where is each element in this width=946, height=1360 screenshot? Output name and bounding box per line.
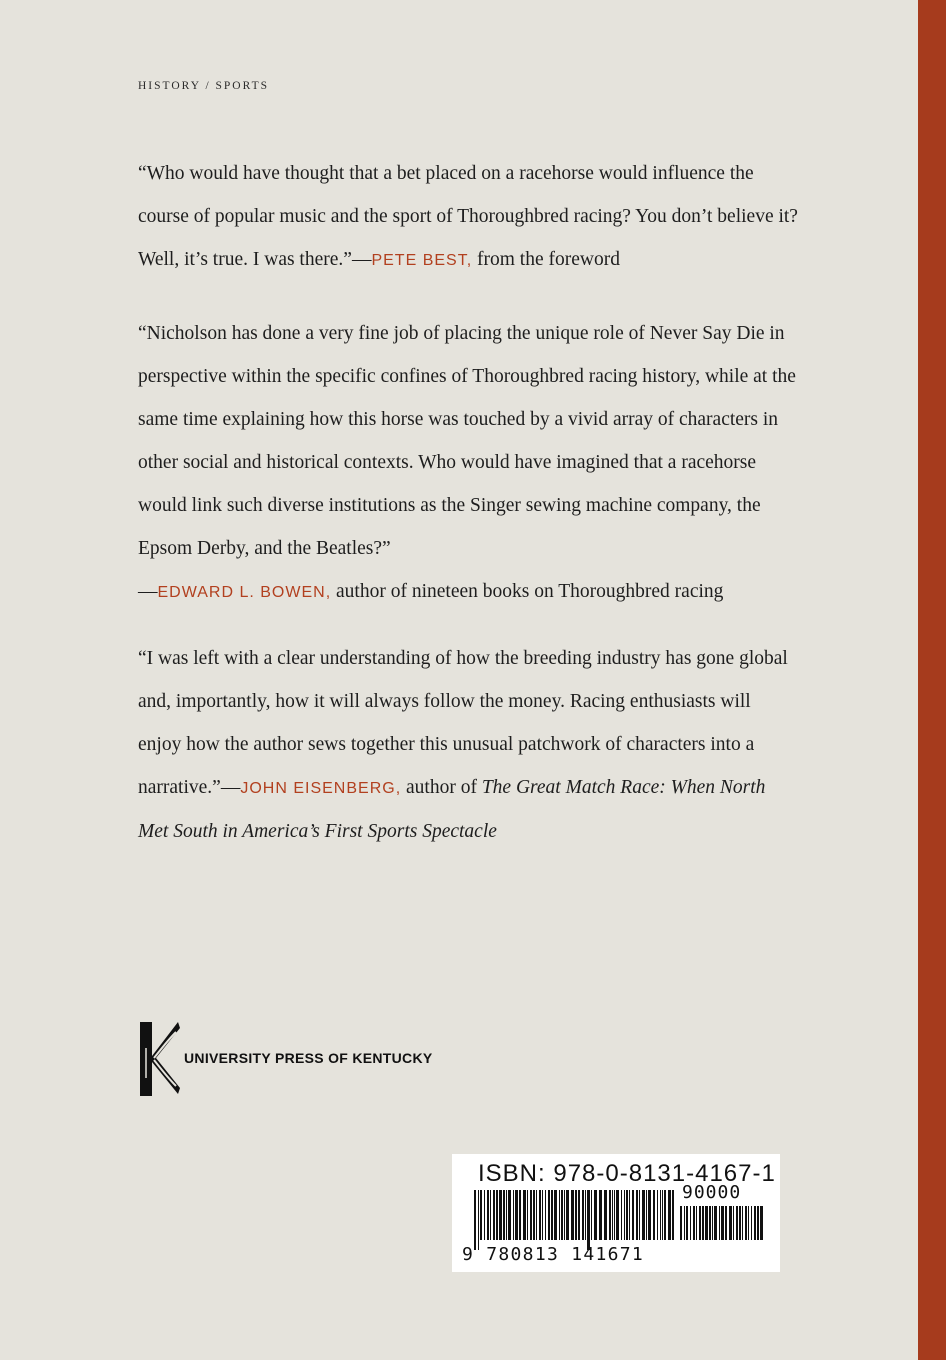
barcode-bar: [594, 1190, 597, 1240]
barcode-bar: [664, 1190, 666, 1240]
barcode-bar: [519, 1190, 521, 1240]
barcode-bar: [646, 1190, 647, 1240]
barcode-bar: [626, 1190, 628, 1240]
barcode-bar: [642, 1190, 645, 1240]
barcode-bar: [591, 1190, 592, 1240]
blurb-credit: from the foreword: [472, 249, 620, 270]
barcode-bar: [530, 1190, 532, 1240]
barcode-bar: [672, 1190, 674, 1240]
barcode-bar: [660, 1190, 661, 1240]
barcode-bar: [709, 1206, 711, 1240]
barcode-bar: [668, 1190, 671, 1240]
barcode-bar: [693, 1206, 695, 1240]
barcode-bar: [493, 1190, 495, 1240]
barcode-bar: [702, 1206, 704, 1240]
blurb-text: “I was left with a clear understanding of how the breeding industry has gone global and, importantly, how it will always follow the money. Racing enthusiasts will enjoy how the author sews together this unusual patchwork of characters into a narrative.”—: [138, 648, 788, 798]
barcode-bar: [539, 1190, 541, 1240]
barcode-bar: [490, 1190, 491, 1240]
blurb-dash: —: [138, 581, 158, 602]
barcode-bar: [690, 1206, 691, 1240]
barcode-bar: [736, 1206, 738, 1240]
barcode-bar: [513, 1190, 514, 1240]
blurb-author: EDWARD L. BOWEN,: [157, 584, 332, 601]
barcode-bar: [636, 1190, 638, 1240]
blurb-text: “Who would have thought that a bet placed on a racehorse would influence the course of popular music and the sport of Thoroughbred racing? You don’t believe it? Well, it’s true. I was there.”—: [138, 163, 798, 270]
barcode-bar: [566, 1190, 569, 1240]
barcode-bar: [480, 1190, 482, 1240]
barcode-bar: [503, 1190, 505, 1240]
barcode-bar: [575, 1190, 577, 1240]
publisher-name: UNIVERSITY PRESS OF KENTUCKY: [184, 1050, 433, 1066]
barcode-bar: [561, 1190, 563, 1240]
barcode-bar: [548, 1190, 550, 1240]
barcode-bar: [559, 1190, 560, 1240]
barcode-bar: [616, 1190, 619, 1240]
addon-barcode-bars: [678, 1206, 768, 1250]
barcode-bar: [739, 1206, 741, 1240]
barcode-bar: [760, 1206, 763, 1240]
barcode-bar: [578, 1190, 580, 1240]
barcode-bar: [705, 1206, 708, 1240]
barcode-bar: [499, 1190, 502, 1240]
barcode-bar: [745, 1206, 747, 1240]
barcode-bar: [742, 1206, 743, 1240]
barcode-bar: [496, 1190, 498, 1240]
barcode-bar: [712, 1206, 713, 1240]
isbn-label: ISBN: 978-0-8131-4167-1: [478, 1160, 776, 1187]
blurb-john-eisenberg: [128, 637, 798, 853]
barcode-bar: [719, 1206, 720, 1240]
barcode-bar: [684, 1206, 685, 1240]
blurb-author: PETE BEST,: [371, 252, 473, 269]
barcode-bar: [582, 1190, 584, 1240]
barcode-bar: [484, 1190, 485, 1240]
barcode-bar: [733, 1206, 734, 1240]
barcode-bar: [604, 1190, 607, 1240]
barcode-bar: [729, 1206, 732, 1240]
barcode-bar: [515, 1190, 518, 1240]
barcode-bar: [624, 1190, 625, 1240]
barcode-bar: [554, 1190, 557, 1240]
blurb-edward-bowen: [128, 312, 798, 614]
barcode-bar: [754, 1206, 756, 1240]
barcode-bar: [725, 1206, 727, 1240]
barcode-bar: [686, 1206, 688, 1240]
barcode-bar: [632, 1190, 634, 1240]
barcode-bar: [487, 1190, 489, 1240]
barcode-bar: [629, 1190, 630, 1240]
barcode-bar: [751, 1206, 752, 1240]
barcode-bar: [474, 1190, 476, 1250]
barcode-bar: [662, 1190, 663, 1240]
barcode-bar: [639, 1190, 640, 1240]
barcode-bar: [621, 1190, 622, 1240]
barcode-bar: [612, 1190, 613, 1240]
barcode-bar: [564, 1190, 565, 1240]
barcode-bar: [571, 1190, 574, 1240]
barcode-bar: [551, 1190, 553, 1240]
barcode-bar: [696, 1206, 697, 1240]
barcode-bar: [542, 1190, 543, 1240]
isbn-barcode: [452, 1154, 780, 1272]
ean-barcode-bars: [472, 1190, 678, 1250]
barcode-bar: [614, 1190, 615, 1240]
barcode-bar: [657, 1190, 658, 1240]
barcode-bar: [533, 1190, 535, 1240]
publisher-block: [138, 1018, 478, 1098]
barcode-bar: [653, 1190, 655, 1240]
category-label: HISTORY / SPORTS: [138, 80, 270, 92]
barcode-bar: [609, 1190, 611, 1240]
barcode-bar: [508, 1190, 511, 1240]
blurb-author: JOHN EISENBERG,: [240, 780, 402, 797]
price-code: 90000: [682, 1182, 742, 1203]
barcode-bar: [527, 1190, 528, 1240]
barcode-bar: [757, 1206, 759, 1240]
k-logo-icon: [138, 1018, 182, 1098]
barcode-digits: 9 780813 141671: [462, 1244, 645, 1265]
barcode-bar: [699, 1206, 701, 1240]
barcode-bar: [648, 1190, 651, 1240]
blurb-pete-best: [128, 152, 798, 282]
blurb-book-title: The Great Match Race: When North Met South in America’s First Sports Spectacle: [138, 777, 766, 842]
barcode-bar: [585, 1190, 586, 1240]
barcode-bar: [536, 1190, 537, 1240]
barcode-bar: [721, 1206, 724, 1240]
barcode-bar: [478, 1190, 479, 1250]
spine-stripe: [918, 0, 946, 1360]
blurb-credit: author of nineteen books on Thoroughbred racing: [331, 581, 724, 602]
barcode-bar: [523, 1190, 526, 1240]
barcode-bar: [714, 1206, 717, 1240]
barcode-bar: [506, 1190, 507, 1240]
blurb-credit: author of: [401, 777, 482, 798]
barcode-bar: [545, 1190, 546, 1240]
barcode-bar: [748, 1206, 749, 1240]
blurb-text: “Nicholson has done a very fine job of placing the unique role of Never Say Die in perspective within the specific confines of Thoroughbred racing history, while at the same time explaining how this horse was touched by a vivid array of characters in other social and historical contexts. Who would have imagined that a racehorse would link such diverse institutions as the Singer sewing machine company, the Epsom Derby, and the Beatles?”: [138, 323, 796, 559]
barcode-bar: [680, 1206, 682, 1240]
barcode-bar: [599, 1190, 602, 1240]
barcode-bar: [587, 1190, 590, 1250]
